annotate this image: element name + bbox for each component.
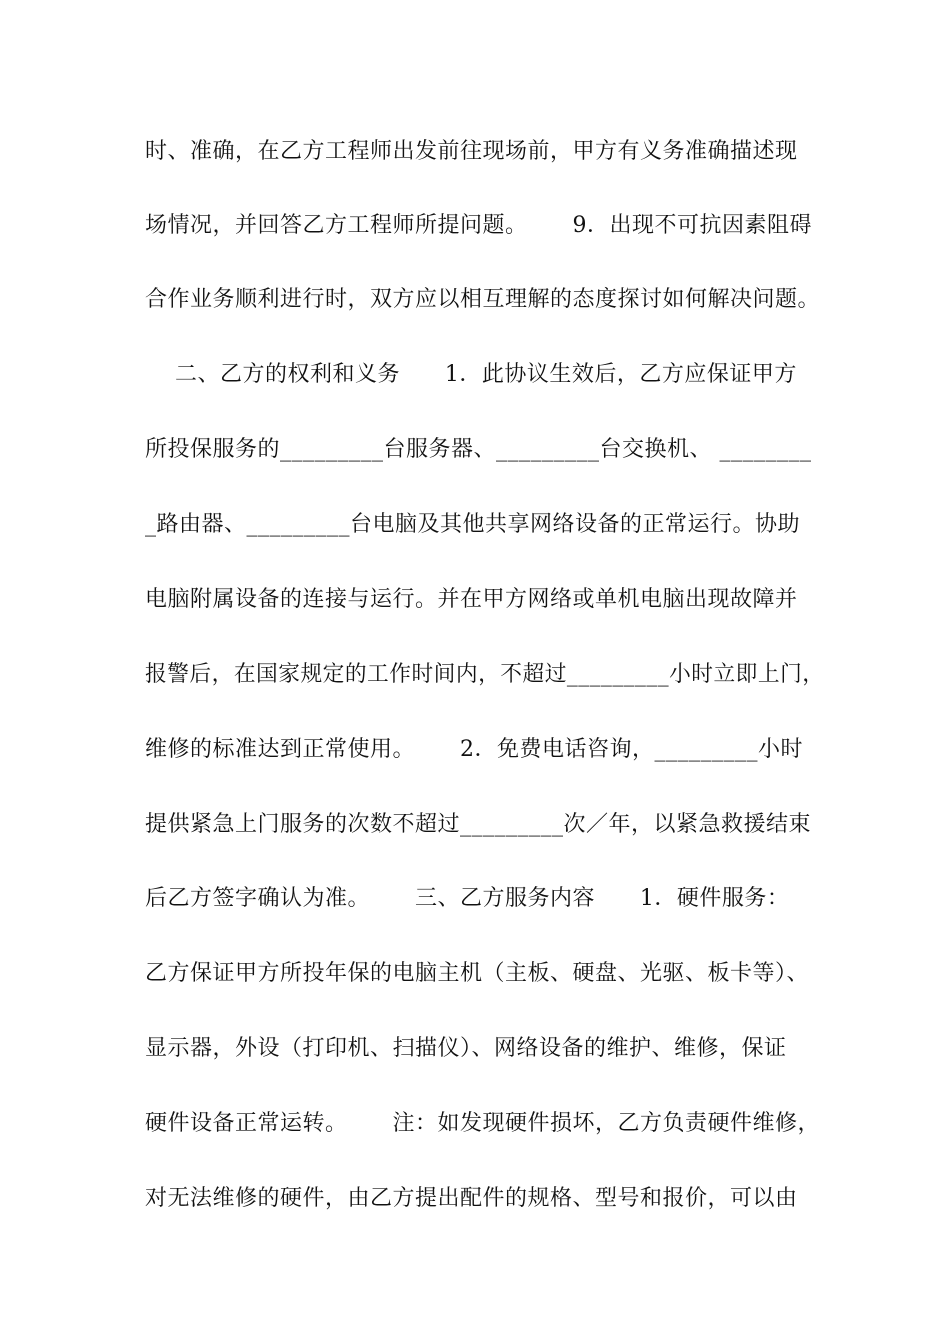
text-line-14: 硬件设备正常运转。 注：如发现硬件损坏，乙方负责硬件维修， (145, 1111, 820, 1136)
text-line-4: 二、乙方的权利和义务 1．此协议生效后，乙方应保证甲方 (145, 362, 797, 387)
text-line-13: 显示器，外设（打印机、扫描仪）、网络设备的维护、维修，保证 (145, 1036, 787, 1061)
text-line-15: 对无法维修的硬件，由乙方提出配件的规格、型号和报价，可以由 (145, 1186, 798, 1211)
text-line-6: _路由器、_________台电脑及其他共享网络设备的正常运行。协助 (145, 512, 801, 537)
text-line-2: 场情况，并回答乙方工程师所提问题。 9．出现不可抗因素阻碍 (145, 213, 812, 238)
text-line-1: 时、准确，在乙方工程师出发前往现场前，甲方有义务准确描述现 (145, 139, 798, 164)
text-line-9: 维修的标准达到正常使用。 2．免费电话咨询，_________小时 (145, 737, 803, 762)
text-line-12: 乙方保证甲方所投年保的电脑主机（主板、硬盘、光驱、板卡等）、 (145, 961, 810, 986)
text-line-3: 合作业务顺利进行时，双方应以相互理解的态度探讨如何解决问题。 (145, 287, 821, 312)
text-line-7: 电脑附属设备的连接与运行。并在甲方网络或单机电脑出现故障并 (145, 587, 798, 612)
text-line-5: 所投保服务的_________台服务器、_________台交换机、 ________ (145, 437, 812, 462)
text-line-11: 后乙方签字确认为准。 三、乙方服务内容 1．硬件服务： (145, 886, 790, 911)
text-line-8: 报警后，在国家规定的工作时间内，不超过_________小时立即上门， (145, 662, 825, 687)
text-line-10: 提供紧急上门服务的次数不超过_________次／年，以紧急救援结束 (145, 812, 812, 837)
